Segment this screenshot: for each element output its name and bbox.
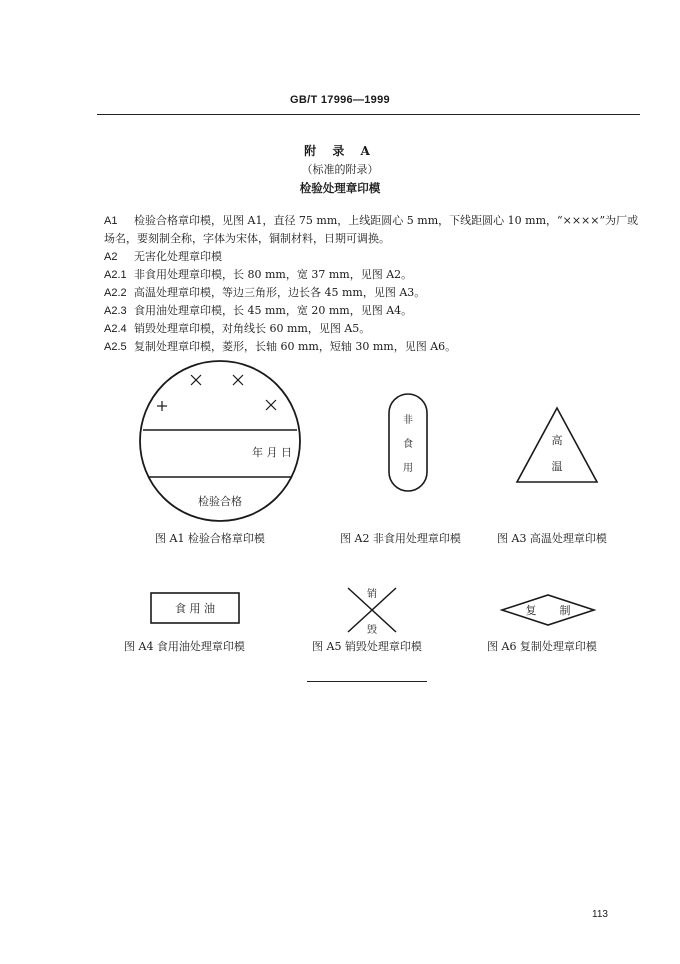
paragraph-a2-1-label: A2.1 (104, 269, 127, 281)
end-rule (307, 681, 427, 682)
figure-a5-caption: 图 A5 销毁处理章印模 (312, 640, 422, 653)
appendix-subtitle: （标准的附录） (301, 163, 379, 176)
paragraph-a1-text: 检验合格章印模，见图 A1，直径 75 mm，上线距圆心 5 mm，下线距圆心 10 mm，“××××”为厂或 (134, 214, 639, 227)
pill-char-3: 用 (403, 463, 413, 474)
figure-a6-stamp (498, 592, 598, 628)
triangle-top-char: 高 (551, 434, 563, 447)
figure-a1-stamp (130, 360, 310, 525)
paragraph-a2-4-text: 销毁处理章印模，对角线长 60 mm，见图 A5。 (134, 322, 371, 335)
rectangle-text: 食 用 油 (175, 602, 215, 615)
cross-bottom-char: 毁 (367, 625, 377, 636)
diamond-right-char: 制 (559, 604, 571, 617)
stamp-date-text: 年 月 日 (252, 446, 292, 459)
paragraph-a2-5-label: A2.5 (104, 341, 127, 353)
triangle-bottom-char: 温 (551, 460, 563, 473)
paragraph-a2-1 (104, 266, 412, 284)
pill-char-2: 食 (403, 439, 413, 450)
pill-char-1: 非 (403, 415, 413, 426)
standard-code-header: GB/T 17996—1999 (290, 94, 390, 106)
paragraph-a2-4-label: A2.4 (104, 323, 127, 335)
paragraph-a2-1-text: 非食用处理章印模，长 80 mm，宽 37 mm，见图 A2。 (134, 268, 413, 281)
appendix-name: 检验处理章印模 (299, 181, 381, 195)
paragraph-a2 (104, 248, 222, 266)
paragraph-a2-label: A2 (104, 251, 118, 263)
paragraph-a1 (104, 212, 638, 230)
cross-top-char: 销 (367, 589, 377, 600)
figure-a4-caption: 图 A4 食用油处理章印模 (124, 640, 245, 653)
figure-a2-stamp (383, 390, 433, 495)
stamp-bottom-text: 检验合格 (198, 495, 242, 508)
diamond-left-char: 复 (525, 604, 537, 617)
paragraph-a2-5-text: 复制处理章印模，菱形，长轴 60 mm，短轴 30 mm，见图 A6。 (134, 340, 457, 353)
figure-a3-stamp (510, 400, 606, 490)
paragraph-a2-3-label: A2.3 (104, 305, 127, 317)
paragraph-a2-2 (104, 284, 425, 302)
paragraph-a2-2-label: A2.2 (104, 287, 127, 299)
paragraph-a2-text: 无害化处理章印模 (134, 250, 222, 263)
appendix-title: 附 录 A (304, 144, 376, 158)
figure-a4-stamp (148, 590, 242, 626)
diamond-outline (502, 595, 594, 625)
paragraph-a1-label: A1 (104, 215, 118, 227)
paragraph-a2-3-text: 食用油处理章印模，长 45 mm，宽 20 mm，见图 A4。 (134, 304, 413, 317)
figure-a3-caption: 图 A3 高温处理章印模 (497, 532, 607, 545)
placeholder-cross-marks (157, 375, 276, 411)
paragraph-a2-3 (104, 302, 412, 320)
page-number: 113 (592, 909, 608, 920)
figure-a6-caption: 图 A6 复制处理章印模 (487, 640, 597, 653)
figure-a5-stamp (343, 583, 403, 637)
paragraph-a2-4 (104, 320, 370, 338)
paragraph-a2-5 (104, 338, 456, 356)
figure-a1-caption: 图 A1 检验合格章印模 (155, 532, 265, 545)
paragraph-a1-continued: 场名，要刻制全称，字体为宋体，铜制材料，日期可调换。 (104, 232, 390, 245)
header-rule (97, 114, 640, 115)
figure-a2-caption: 图 A2 非食用处理章印模 (340, 532, 461, 545)
paragraph-a2-2-text: 高温处理章印模，等边三角形，边长各 45 mm，见图 A3。 (134, 286, 426, 299)
